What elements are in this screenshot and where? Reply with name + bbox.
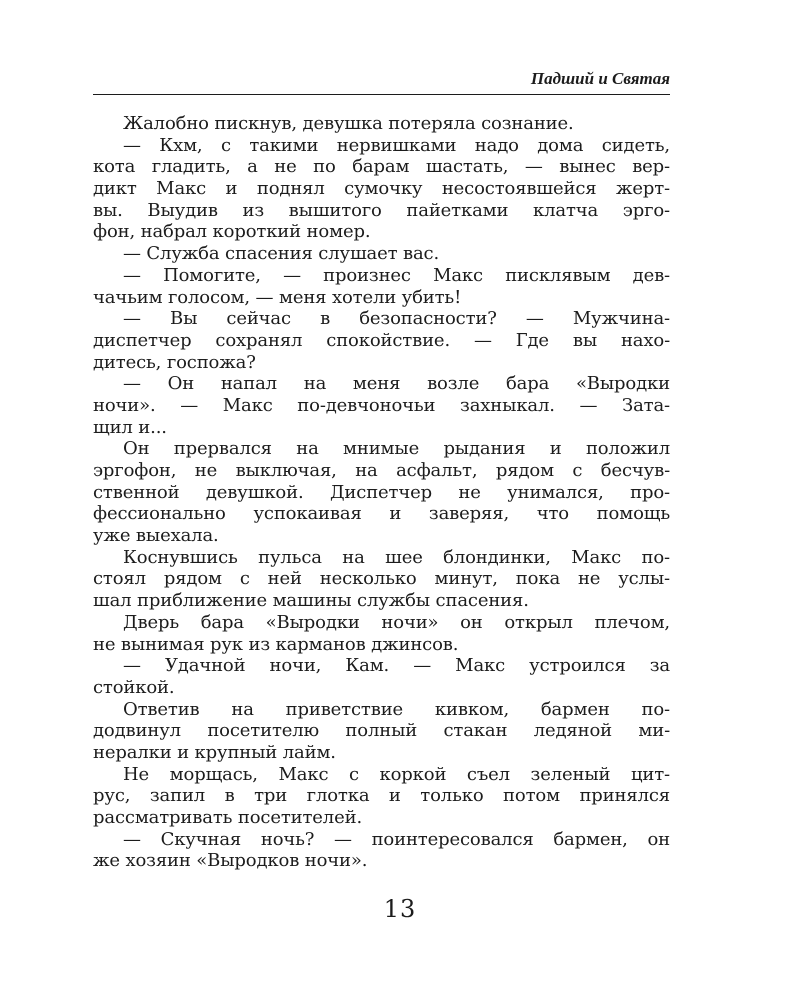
header-rule bbox=[93, 94, 670, 95]
text-line: шал приближение машины службы спасения. bbox=[93, 590, 529, 612]
text-line: — Служба спасения слушает вас. bbox=[123, 243, 440, 265]
text-line: Коснувшись пульса на шее блондинки, Макс по- bbox=[123, 546, 670, 568]
text-line: — Помогите, — произнес Макс писклявым дев- bbox=[123, 264, 670, 286]
text-line: рус, запил в три глотка и только потом принялся bbox=[93, 785, 670, 807]
text-line: стойкой. bbox=[93, 676, 175, 698]
text-line: Жалобно пискнув, девушка потеряла сознание. bbox=[123, 113, 574, 134]
text-line: кота гладить, а не по барам шастать, — вынес вер- bbox=[93, 156, 670, 178]
page-number: 13 bbox=[383, 895, 417, 923]
text-line: Не морщась, Макс с коркой съел зеленый цит- bbox=[123, 763, 670, 785]
text-line: — Он напал на меня возле бара «Выродки bbox=[123, 373, 670, 395]
text-line: — Удачной ночи, Кам. — Макс устроился за bbox=[123, 655, 670, 677]
text-line: чачьим голосом, — меня хотели убить! bbox=[93, 286, 462, 308]
text-line: дитесь, госпожа? bbox=[93, 351, 256, 373]
text-line: — Кхм, с такими нервишками надо дома сидеть, bbox=[123, 134, 670, 156]
text-line: — Вы сейчас в безопасности? — Мужчина- bbox=[123, 308, 670, 330]
text-line: же хозяин «Выродков ночи». bbox=[93, 850, 368, 872]
text-line: рассматривать посетителей. bbox=[93, 807, 363, 828]
text-line: Он прервался на мнимые рыдания и положил bbox=[123, 438, 670, 460]
text-line: уже выехала. bbox=[93, 525, 219, 547]
text-line: не вынимая рук из карманов джинсов. bbox=[93, 633, 459, 655]
text-line: стоял рядом с ней несколько минут, пока не услы- bbox=[93, 568, 670, 590]
running-header: Падший и Святая bbox=[530, 69, 670, 88]
text-line: фессионально успокаивая и заверяя, что помощь bbox=[93, 503, 670, 525]
text-line: эргофон, не выключая, на асфальт, рядом с бесчув- bbox=[93, 460, 670, 481]
text-line: додвинул посетителю полный стакан ледяной ми- bbox=[93, 720, 670, 742]
body-text bbox=[93, 113, 670, 872]
text-line: дикт Макс и поднял сумочку несостоявшейся жерт- bbox=[93, 178, 670, 200]
text-line: щил и... bbox=[93, 416, 167, 438]
text-line: Ответив на приветствие кивком, бармен по- bbox=[123, 698, 670, 720]
text-line: вы. Выудив из вышитого пайетками клатча эрго- bbox=[93, 199, 670, 221]
text-line: фон, набрал короткий номер. bbox=[93, 221, 371, 243]
text-line: диспетчер сохранял спокойствие. — Где вы нахо- bbox=[93, 329, 670, 351]
text-line: ночи». — Макс по-девчоночьи захныкал. — Зата- bbox=[93, 394, 670, 416]
text-line: нералки и крупный лайм. bbox=[93, 741, 336, 763]
text-line: ственной девушкой. Диспетчер не унимался, про- bbox=[93, 481, 670, 503]
text-line: Дверь бара «Выродки ночи» он открыл плечом, bbox=[123, 611, 670, 633]
text-line: — Скучная ночь? — поинтересовался бармен, он bbox=[123, 828, 670, 850]
